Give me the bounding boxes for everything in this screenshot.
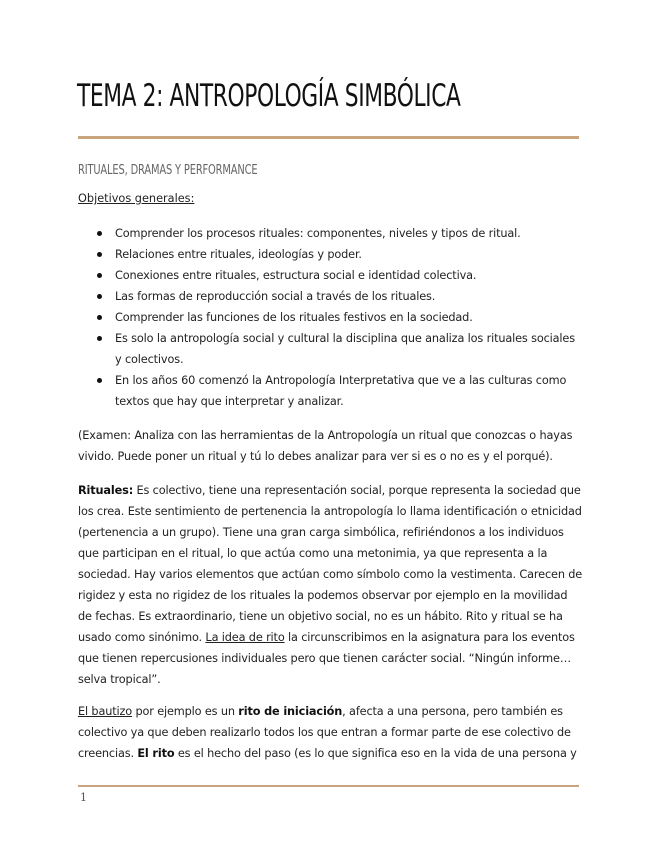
- bullet-icon: [97, 336, 102, 341]
- bullet-icon: [97, 252, 102, 257]
- bautizo-underlined: El bautizo: [78, 705, 133, 718]
- list-item: Es solo la antropología social y cultural la disciplina que analiza los rituales sociales y colectivos.: [78, 328, 583, 370]
- bullet-icon: [97, 273, 102, 278]
- list-item: Relaciones entre rituales, ideologías y poder.: [78, 244, 583, 265]
- list-item: Comprender los procesos rituales: componentes, niveles y tipos de ritual.: [78, 223, 583, 244]
- list-item: Comprender las funciones de los rituales festivos en la sociedad.: [78, 307, 583, 328]
- el-rito-term: El rito: [137, 747, 175, 760]
- bullet-icon: [97, 315, 102, 320]
- section-subtitle: RITUALES, DRAMAS Y PERFORMANCE: [78, 163, 258, 178]
- bullet-icon: [97, 378, 102, 383]
- bullet-icon: [97, 231, 102, 236]
- footer-divider: [78, 785, 579, 787]
- page-number: 1: [80, 791, 87, 804]
- rituales-paragraph: Rituales: Es colectivo, tiene una representación social, porque representa la sociedad que los crea. Este sentimiento de pertenencia la antropología lo llama identificación o etnicidad (pertenencia a un grupo). Tiene una gran carga simbólica, refiriéndonos a los individuos que participan en el ritual, lo que actúa como una metonimia, ya que representa a la sociedad. Hay varios elementos que actúan como símbolo como la vestimenta. Carecen de rigidez y esta no rigidez de los rituales la podemos observar por ejemplo en la movilidad de fechas. Es extraordinario, tiene un objetivo social, no es un hábito. Rito y ritual se ha usado como sinónimo. La idea de rito la circunscribimos en la asignatura para los eventos que tienen repercusiones individuales pero que tienen carácter social. “Ningún informe…selva tropical”.: [78, 484, 583, 686]
- objectives-list: [78, 223, 583, 412]
- list-item: Conexiones entre rituales, estructura social e identidad colectiva.: [78, 265, 583, 286]
- title-divider: [78, 136, 579, 139]
- bullet-icon: [97, 294, 102, 299]
- rito-iniciacion-term: rito de iniciación: [238, 705, 343, 718]
- list-item: Las formas de reproducción social a través de los rituales.: [78, 286, 583, 307]
- exam-note-paragraph: (Examen: Analiza con las herramientas de la Antropología un ritual que conozcas o hayas vivido. Puede poner un ritual y tú lo debes analizar para ver si es o no es y el porqué).: [78, 429, 573, 463]
- objectives-label: Objetivos generales:: [78, 192, 195, 205]
- idea-de-rito-underlined: La idea de rito: [205, 631, 285, 644]
- bautizo-paragraph: El bautizo por ejemplo es un rito de iniciación, afecta a una persona, pero también es colectivo ya que deben realizarlo todos los que entran a formar parte de ese colectivo de creencias. El rito es el hecho del paso (es lo que significa eso en la vida de una persona y: [78, 705, 577, 760]
- list-item: En los años 60 comenzó la Antropología Interpretativa que ve a las culturas como textos que hay que interpretar y analizar.: [78, 370, 583, 412]
- rituales-term: Rituales:: [78, 484, 134, 497]
- page-title: TEMA 2: ANTROPOLOGÍA SIMBÓLICA: [77, 78, 461, 114]
